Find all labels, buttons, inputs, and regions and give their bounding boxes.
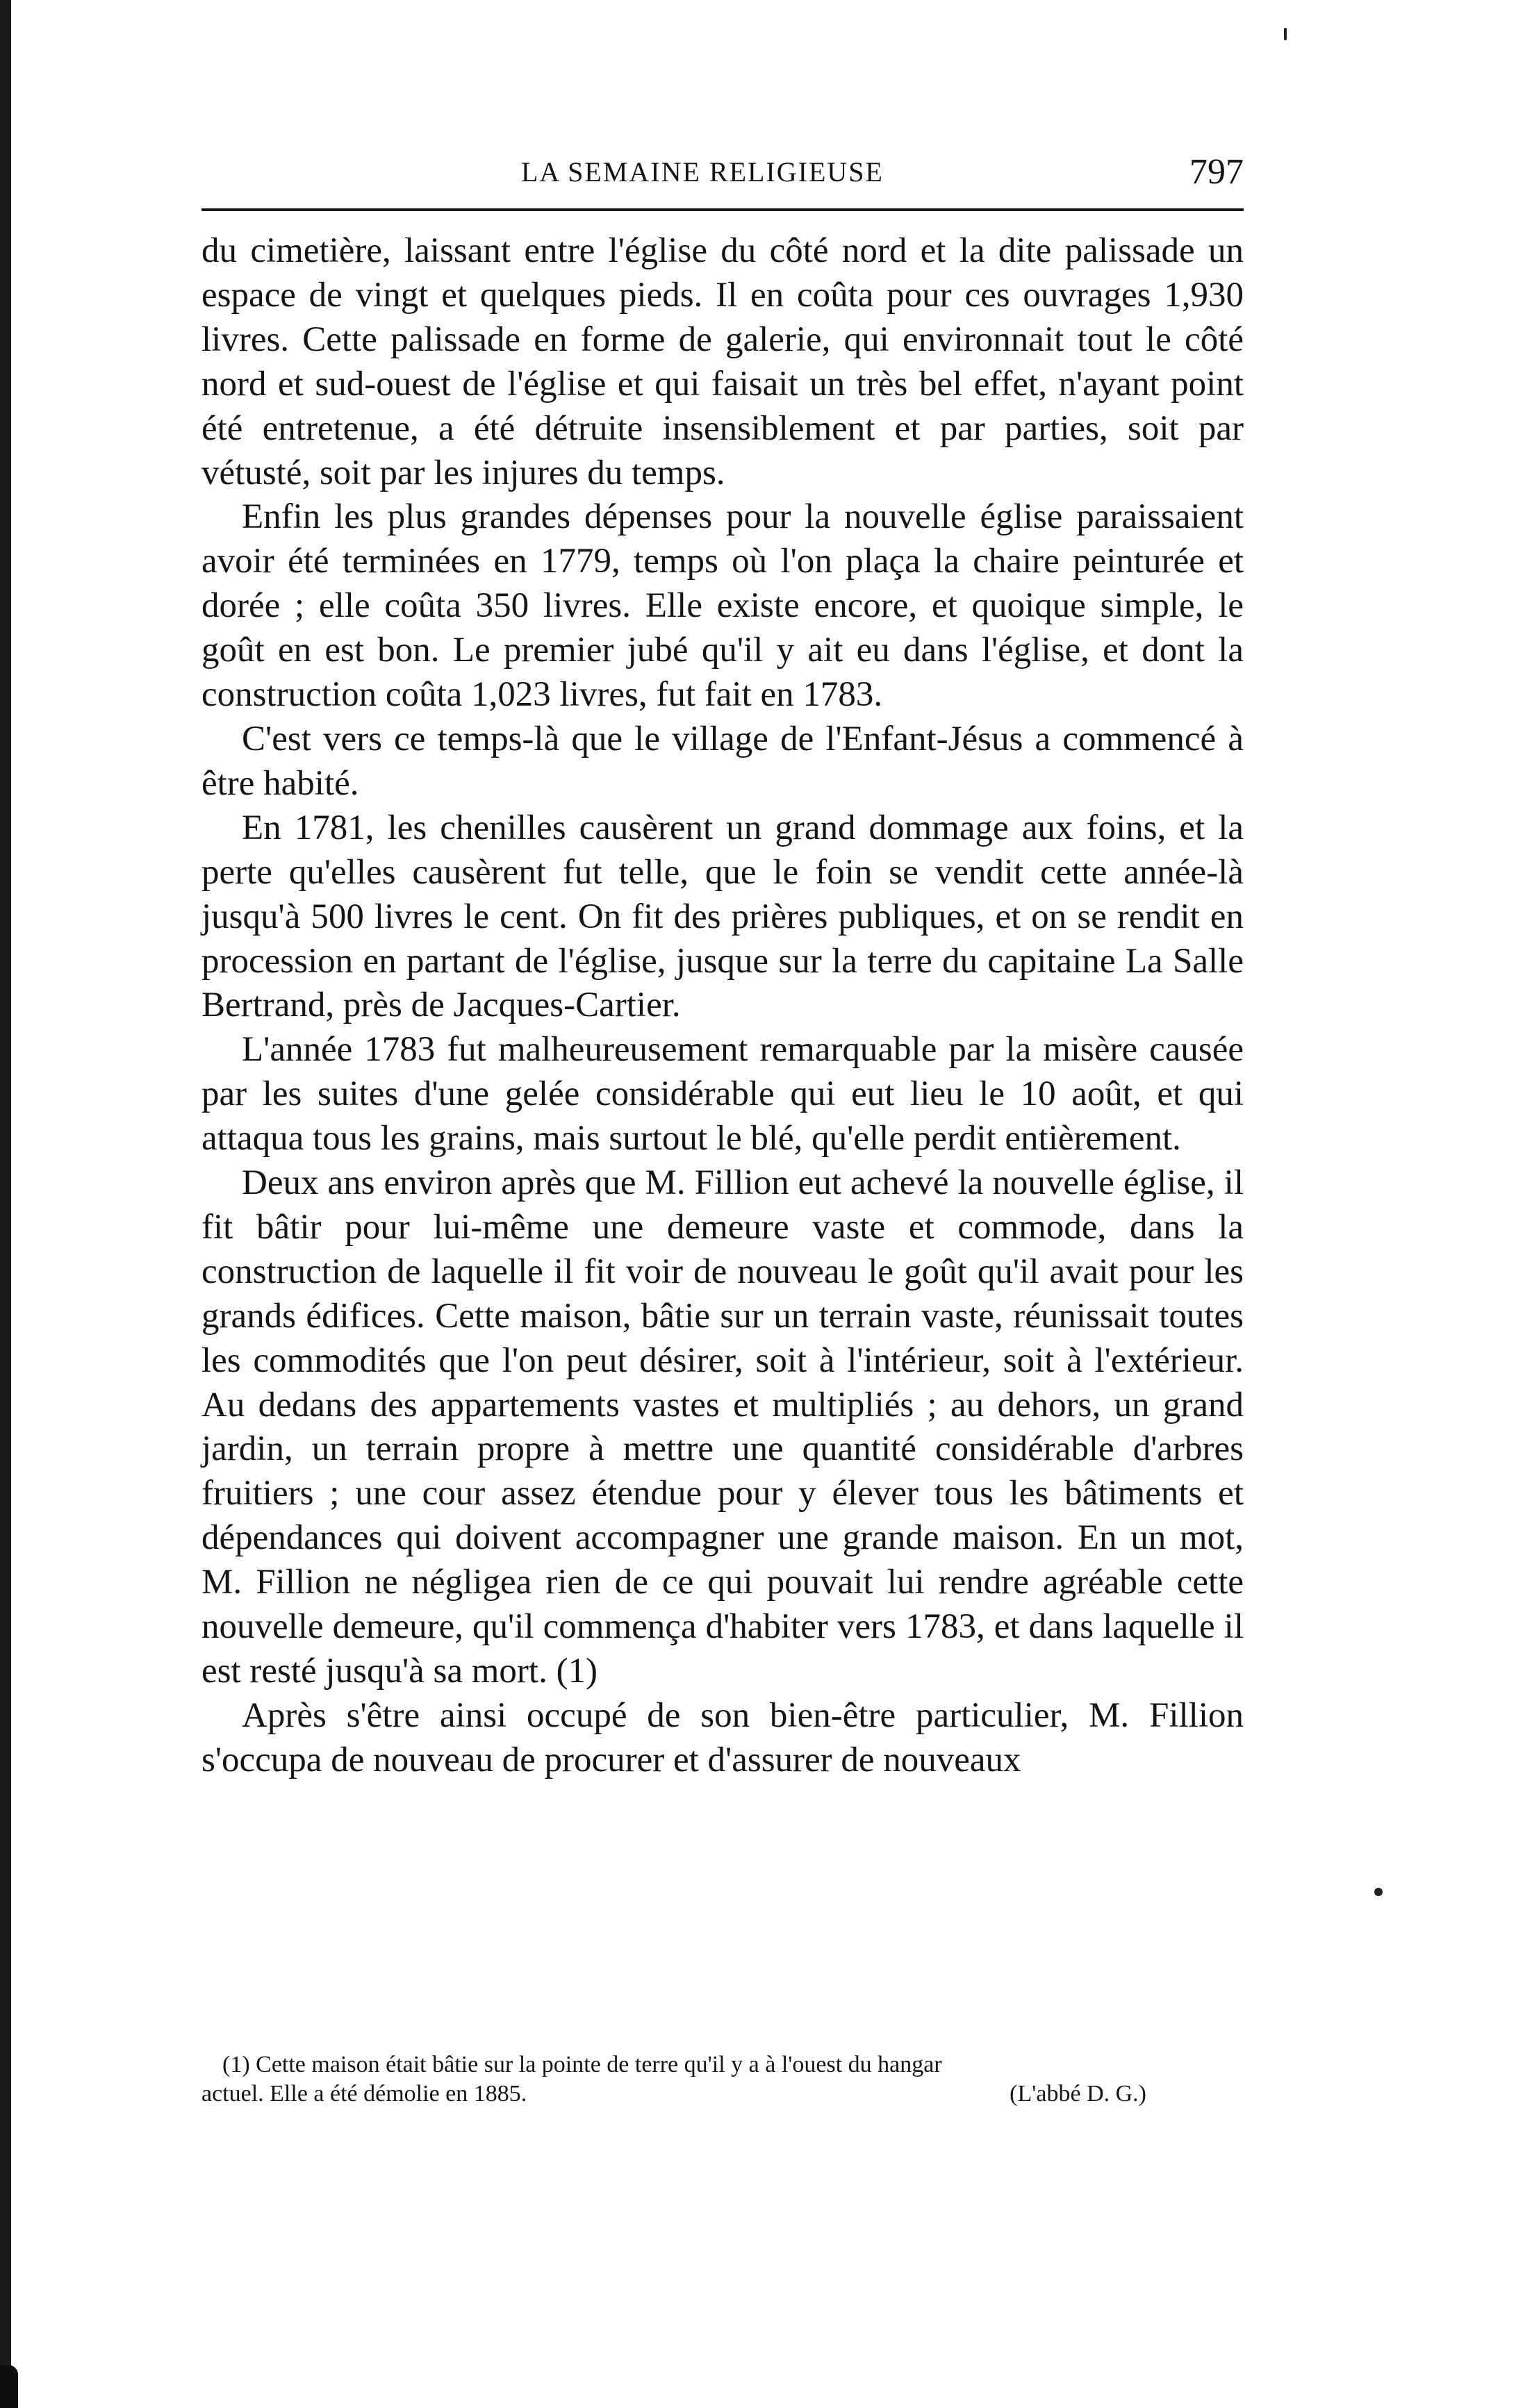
running-head: LA SEMAINE RELIGIEUSE bbox=[521, 156, 884, 188]
paragraph: En 1781, les chenilles causèrent un grand dommage aux foins, et la perte qu'elles causèrent fut telle, que le foin se vendit cette année-là jusqu'à 500 livres le cent. On fit des prières publiques, et on se rendit en procession en partant de l'église, jusque sur la terre du capitaine La Salle Bertrand, près de Jacques-Cartier. bbox=[201, 808, 1244, 1025]
paragraph: C'est vers ce temps-là que le village de l'Enfant-Jésus a commencé à être habité. bbox=[201, 719, 1244, 803]
scan-speck bbox=[1284, 28, 1287, 40]
paragraph: L'année 1783 fut malheureusement remarquable par la misère causée par les suites d'une gelée considérable qui eut lieu le 10 août, et qui attaqua tous les grains, mais surtout le blé, qu'elle perdit entièrement. bbox=[201, 1030, 1244, 1159]
footnote-signature: (L'abbé D. G.) bbox=[1010, 2081, 1146, 2107]
paragraph: Deux ans environ après que M. Fillion eut achevé la nouvelle église, il fit bâtir pour lui-même une demeure vaste et commode, dans la construction de laquelle il fit voir de nouveau le goût qu'il avait pour les grands édifices. Cette maison, bâtie sur un terrain vaste, réunissait toutes les commodités que l'on peut désirer, soit à l'intérieur, soit à l'extérieur. Au dedans des appartements vastes et multipliés ; au dehors, un grand jardin, un terrain propre à mettre une quantité considérable d'arbres fruitiers ; une cour assez étendue pour y élever tous les bâtiments et dépendances qui doivent accompagner une grande maison. En un mot, M. Fillion ne négligea rien de ce qui pouvait lui rendre agréable cette nouvelle demeure, qu'il commença d'habiter vers 1783, et dans laquelle il est resté jusqu'à sa mort. (1) bbox=[201, 1163, 1244, 1691]
paragraph: Après s'être ainsi occupé de son bien-être particulier, M. Fillion s'occupa de nouveau de procurer et d'assurer de nouveaux bbox=[201, 1695, 1244, 1779]
paragraph: Enfin les plus grandes dépenses pour la nouvelle église paraissaient avoir été terminées en 1779, temps où l'on plaça la chaire peinturée et dorée ; elle coûta 350 livres. Elle existe encore, et quoique simple, le goût en est bon. Le premier jubé qu'il y ait eu dans l'église, et dont la construction coûta 1,023 livres, fut fait en 1783. bbox=[201, 497, 1244, 715]
footnote-text: actuel. Elle a été démolie en 1885. bbox=[201, 2081, 527, 2107]
binding-edge bbox=[0, 0, 11, 2408]
paragraph-continued: du cimetière, laissant entre l'église du côté nord et la dite palissade un espace de vingt et quelques pieds. Il en coûta pour ces ouvrages 1,930 livres. Cette palissade en forme de galerie, qui environnait tout le côté nord et sud-ouest de l'église et qui faisait un très bel effet, n'ayant point été entretenue, a été détruite insensiblement et par parties, soit par vétusté, soit par les injures du temps. bbox=[201, 231, 1244, 492]
page-number: 797 bbox=[1189, 152, 1244, 192]
footnote-text: (1) Cette maison était bâtie sur la pointe de terre qu'il y a à l'ouest du hangar bbox=[222, 2052, 942, 2077]
binding-notch bbox=[0, 2365, 18, 2408]
header-rule bbox=[201, 208, 1244, 211]
footnote-line bbox=[201, 2079, 1244, 2109]
page-header bbox=[201, 151, 1244, 193]
scan-speck bbox=[1374, 1888, 1383, 1896]
footnote bbox=[201, 2050, 1244, 2109]
footnote-line bbox=[201, 2050, 1244, 2079]
body-text bbox=[201, 229, 1244, 1783]
